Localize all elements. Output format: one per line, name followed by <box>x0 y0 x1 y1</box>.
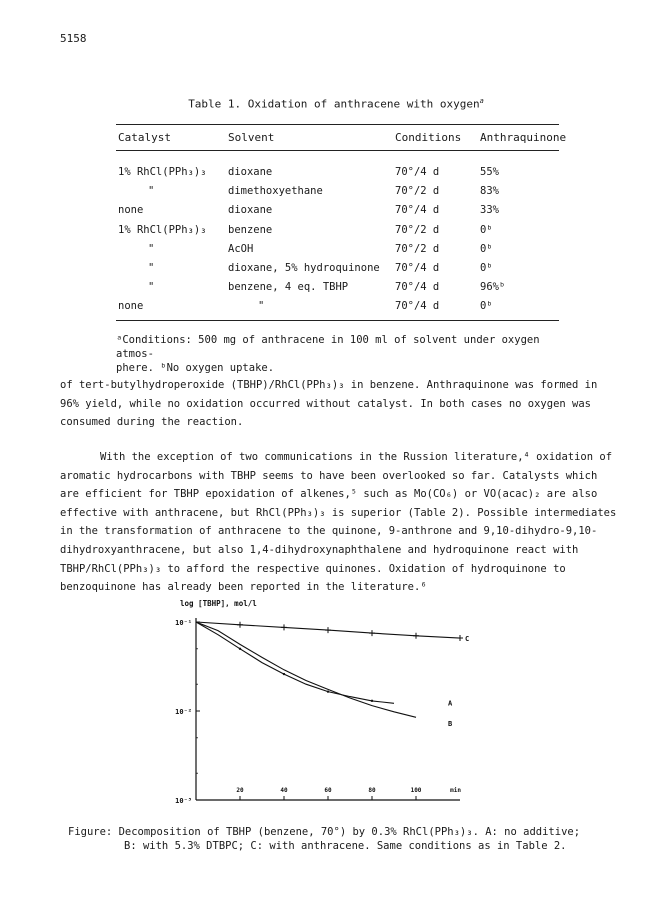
decomposition-chart <box>160 592 480 812</box>
x-tick-label: 100 <box>410 787 422 794</box>
table-footnote <box>116 333 566 375</box>
table-cell-yield: 33% <box>480 204 499 217</box>
table-cell-catalyst: " <box>148 262 155 274</box>
figure-caption-line-2: B: with 5.3% DTBPC; C: with anthracene. Same conditions as in Table 2. <box>124 840 567 852</box>
y-axis-label: log [TBHP], mol/l <box>180 599 257 608</box>
table-bottom-rule <box>116 320 559 321</box>
table-cell-solvent: AcOH <box>228 242 254 255</box>
table-header-solvent: Solvent <box>228 131 275 144</box>
figure-caption <box>68 825 580 853</box>
table-cell-yield: 0ᵇ <box>480 300 493 313</box>
table-header-catalyst: Catalyst <box>118 131 171 144</box>
series-point-A <box>371 700 373 702</box>
table-footnote-line-2: phere. ᵇNo oxygen uptake. <box>116 362 275 374</box>
paragraph-1-text: of tert-butylhydroperoxide (TBHP)/RhCl(PPh₃)₃ in benzene. Anthraquinone was formed in 96% yield, while no oxidation occurred without catalyst. In both cases no oxygen was consumed during the reaction. <box>60 379 598 429</box>
figure-caption-line-1: Figure: Decomposition of TBHP (benzene, 70°) by 0.3% RhCl(PPh₃)₃. A: no additive; <box>68 826 581 838</box>
series-point-C <box>457 635 463 641</box>
table-cell-catalyst: 1% RhCl(PPh₃)₃ <box>118 223 207 236</box>
x-axis-unit-label: min <box>450 787 462 794</box>
y-tick-label: 10⁻³ <box>175 797 192 805</box>
series-point-C <box>237 622 243 628</box>
table-top-rule <box>116 124 559 125</box>
table-cell-solvent: benzene, 4 eq. TBHP <box>228 281 349 294</box>
table-caption <box>0 97 672 111</box>
table-cell-conditions: 70°/4 d <box>395 204 440 217</box>
paragraph-2-text: With the exception of two communications in the Russion literature,⁴ oxidation of aromatic hydrocarbons with TBHP seems to have been overlooked so far. Catalysts which are efficient for TBHP epoxidation of alkenes,⁵ such as Mo(CO₆) or VO(acac)₂ are also effective with anthracene, but RhCl(PPh₃)₃ is superior (Table 2). Possible intermediates in the transformation of anthracene to the quinone, 9-anthrone and 9,10-dihydro-9,10-dihydroxyanthracene, but also 1,4-dihydroxynaphthalene and hydroquinone react with TBHP/RhCl(PPh₃)₃ to afford the respective quinones. Oxidation of hydroquinone to benzoquinone has already been reported in the literature.⁶ <box>60 451 617 594</box>
table-footnote-line-1: ᵃConditions: 500 mg of anthracene in 100 ml of solvent under oxygen atmos- <box>116 334 540 360</box>
page-number: 5158 <box>60 32 87 45</box>
table-header-rule <box>116 150 559 151</box>
series-label-B: B <box>448 720 453 729</box>
x-tick-label: 20 <box>236 787 244 794</box>
table-cell-yield: 0ᵇ <box>480 262 493 274</box>
y-tick-label: 10⁻¹ <box>175 619 192 627</box>
table-cell-catalyst: none <box>118 300 144 313</box>
table-cell-catalyst: 1% RhCl(PPh₃)₃ <box>118 166 207 178</box>
table-cell-conditions: 70°/2 d <box>395 223 440 236</box>
table-cell-yield: 96%ᵇ <box>480 281 506 294</box>
series-point-C <box>413 633 419 639</box>
table-cell-conditions: 70°/2 d <box>395 242 440 255</box>
table-cell-solvent: benzene <box>228 223 273 236</box>
table-cell-catalyst: " <box>148 281 155 294</box>
body-paragraph-2 <box>60 448 620 597</box>
x-tick-label: 60 <box>324 787 332 794</box>
series-point-C <box>369 630 375 636</box>
table-cell-conditions: 70°/4 d <box>395 262 440 274</box>
table-cell-conditions: 70°/4 d <box>395 166 440 178</box>
table-cell-conditions: 70°/2 d <box>395 185 440 198</box>
series-label-A: A <box>448 699 453 708</box>
y-tick-label: 10⁻² <box>175 708 192 716</box>
series-point-A <box>283 673 285 675</box>
body-paragraph-1 <box>60 376 620 432</box>
table-cell-yield: 0ᵇ <box>480 223 493 236</box>
table-cell-yield: 0ᵇ <box>480 242 493 255</box>
series-label-C: C <box>465 635 470 644</box>
table-cell-catalyst: " <box>148 185 155 198</box>
table-cell-catalyst: " <box>148 242 155 255</box>
x-tick-label: 40 <box>280 787 288 794</box>
table-cell-conditions: 70°/4 d <box>395 300 440 313</box>
table-cell-solvent: dioxane, 5% hydroquinone <box>228 262 380 274</box>
table-cell-solvent: dioxane <box>228 204 273 217</box>
series-point-A <box>239 648 241 650</box>
series-line-A <box>196 622 394 703</box>
table-cell-solvent: dioxane <box>228 166 273 178</box>
table-cell-solvent: dimethoxyethane <box>228 185 323 198</box>
series-point-C <box>281 624 287 630</box>
table-header-conditions: Conditions <box>395 131 462 144</box>
series-point-C <box>325 627 331 633</box>
table-cell-conditions: 70°/4 d <box>395 281 440 294</box>
series-point-A <box>327 690 329 692</box>
table-header-anthraquinone: Anthraquinone <box>480 131 567 144</box>
table-caption-footnote-mark: a <box>479 97 484 105</box>
table-cell-yield: 55% <box>480 166 499 178</box>
series-line-B <box>196 622 416 717</box>
table-cell-catalyst: none <box>118 204 144 217</box>
table-cell-solvent: " <box>258 300 265 313</box>
table-caption-text: Table 1. Oxidation of anthracene with oxygen <box>188 97 480 111</box>
table-cell-yield: 83% <box>480 185 499 198</box>
x-tick-label: 80 <box>368 787 376 794</box>
